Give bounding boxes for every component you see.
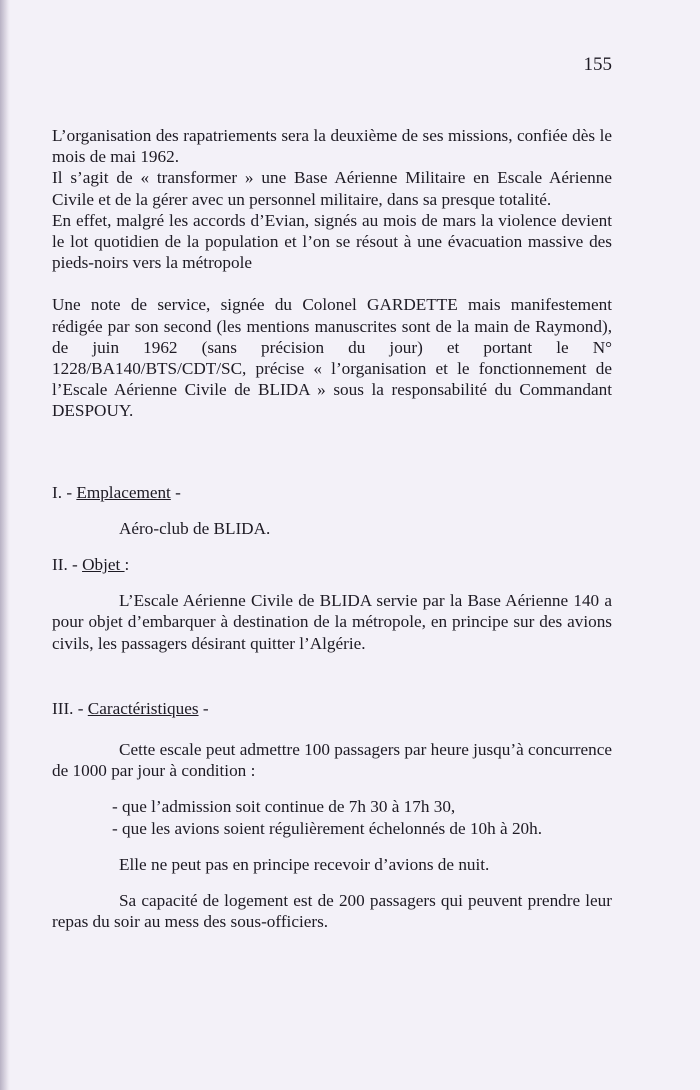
section-number: II. - <box>52 555 83 575</box>
section-title: Emplacement <box>76 482 171 502</box>
section-suffix: - <box>170 482 181 502</box>
section-suffix: : <box>124 555 130 575</box>
section-heading-caracteristiques <box>52 698 612 719</box>
section-body-emplacement: Aéro-club de BLIDA. <box>119 518 271 538</box>
section-title: Objet <box>82 555 125 575</box>
section-heading-objet <box>52 554 612 575</box>
intro-paragraph-1: L’organisation des rapatriements sera la deuxième de ses missions, confiée dès le mois de mai 1962. <box>52 126 612 167</box>
condition-item: - que les avions soient régulièrement échelonnés de 10h à 20h. <box>112 818 543 838</box>
section-suffix: - <box>198 698 209 718</box>
intro-paragraph-2: Il s’agit de « transformer » une Base Aérienne Militaire en Escale Aérienne Civile et de la gérer avec un personnel militaire, dans sa presque totalité. <box>52 168 612 209</box>
section-heading-emplacement <box>52 482 612 503</box>
lodging-capacity-note: Sa capacité de logement est de 200 passagers qui peuvent prendre leur repas du soir au mess des sous-officiers. <box>52 891 612 932</box>
section-number: III. - <box>52 698 88 718</box>
intro-paragraph-3: En effet, malgré les accords d’Evian, signés au mois de mars la violence devient le lot quotidien de la population et l’on se résout à une évacuation massive des pieds-noirs vers la métropole <box>52 210 612 273</box>
document-body <box>52 125 612 932</box>
condition-item: - que l’admission soit continue de 7h 30 à 17h 30, <box>112 797 456 817</box>
section-title: Caractéristiques <box>87 698 199 718</box>
section-number: I. - <box>52 482 77 502</box>
note-de-service-paragraph: Une note de service, signée du Colonel GARDETTE mais manifestement rédigée par son second (les mentions manuscrites sont de la main de Raymond), de juin 1962 (sans précision du jour) et portant le N° 1228/BA140/BTS/CDT/SC, précise « l’organisation et le fonctionnement de l’Escale Aérienne Civile de BLIDA » sous la responsabilité du Commandant DESPOUY. <box>52 295 612 421</box>
section-body-caracteristiques: Cette escale peut admettre 100 passagers par heure jusqu’à concurrence de 1000 par jour à condition : <box>52 740 612 781</box>
night-flights-note: Elle ne peut pas en principe recevoir d’avions de nuit. <box>119 854 490 874</box>
page-binding-shadow <box>0 0 10 1090</box>
section-body-objet: L’Escale Aérienne Civile de BLIDA servie par la Base Aérienne 140 a pour objet d’embarquer à destination de la métropole, en principe sur des avions civils, les passagers désirant quitter l’Algérie. <box>52 591 612 653</box>
page-number: 155 <box>583 54 612 75</box>
